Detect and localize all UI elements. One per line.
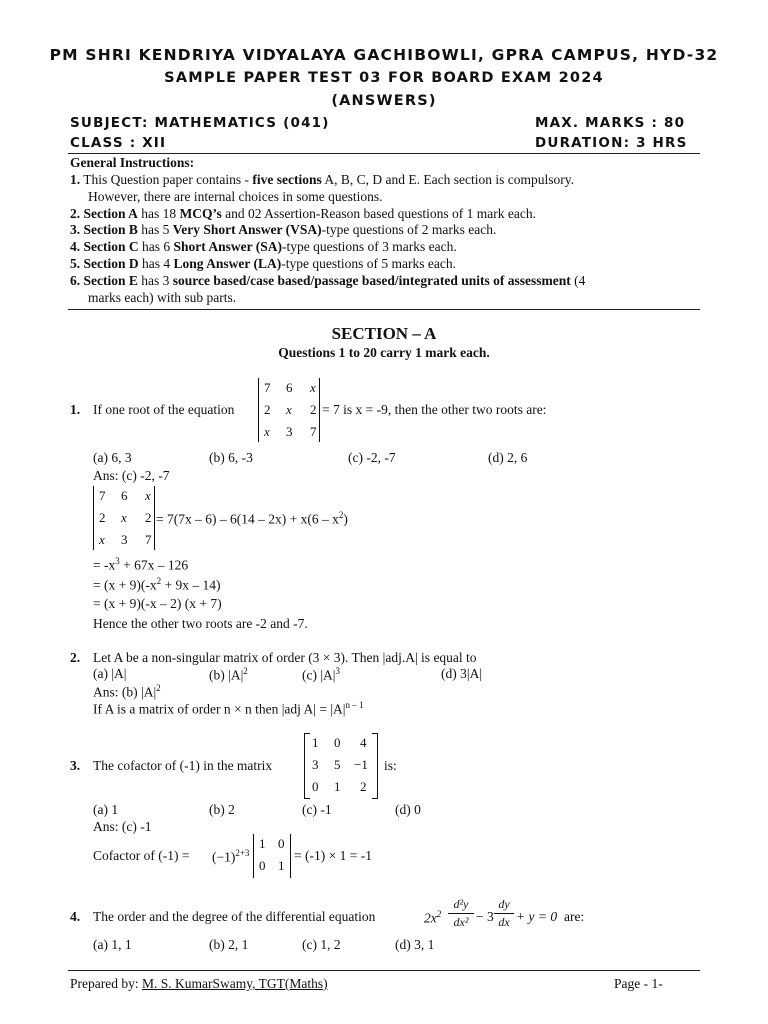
q3-matrix-cell: −1 bbox=[354, 757, 368, 772]
q2-option-c: (c) $|A|^3$ bbox=[302, 666, 341, 683]
q1-option-b: (b) 6, -3 bbox=[209, 450, 253, 465]
q1-det-cell: 2 bbox=[310, 402, 317, 417]
instruction-4: 4. Section C has 6 Short Answer (SA)-type questions of 3 marks each. bbox=[70, 239, 457, 254]
q3-matrix-cell: 4 bbox=[360, 735, 367, 750]
section-title: SECTION – A bbox=[331, 324, 437, 343]
q3-option-d: (d) 0 bbox=[395, 802, 421, 817]
q1-option-d: (d) 2, 6 bbox=[488, 450, 528, 465]
q3-matrix-cell: 1 bbox=[312, 735, 319, 750]
q4-eq-f1-denominator: dx² bbox=[453, 915, 469, 929]
q1-expansion: = $7(7x - 6) - 6(14 - 2x) + x(6 - x^2)$ bbox=[156, 510, 348, 527]
q3-minor-cell: 1 bbox=[278, 858, 285, 873]
q1-text-end: = 7 is x = -9, then the other two roots are: bbox=[322, 402, 547, 417]
q2-option-a: (a) |A| bbox=[93, 666, 127, 681]
q3-option-a: (a) 1 bbox=[93, 802, 119, 817]
q2-note: If A is a matrix of order n × n then |adj $A| = |A|^{n - 1}$ bbox=[93, 700, 364, 717]
instruction-1: 1. This Question paper contains - five sections A, B, C, D and E. Each section is compulsory. bbox=[70, 172, 574, 187]
q2-number: 2. bbox=[70, 650, 81, 665]
q1-ans-det-cell: 3 bbox=[121, 532, 128, 547]
q1-ans-det-cell: 6 bbox=[121, 488, 128, 503]
q1-conclusion: Hence the other two roots are -2 and -7. bbox=[93, 616, 308, 631]
q4-eq-end: + y = 0 bbox=[516, 909, 558, 924]
q4-option-d: (d) 3, 1 bbox=[395, 937, 435, 952]
q1-step-1: = $-x^3 + 67x - 126$ bbox=[93, 556, 189, 573]
q3-minor-determinant bbox=[253, 834, 291, 878]
q3-matrix-cell: 5 bbox=[334, 757, 341, 772]
q1-det-cell: 2 bbox=[264, 402, 271, 417]
q1-ans-det-cell: 7 bbox=[99, 488, 106, 503]
q1-det-cell: 6 bbox=[286, 380, 293, 395]
q4-text-end: are: bbox=[564, 909, 585, 924]
q1-ans-det-cell: 2 bbox=[145, 510, 152, 525]
duration-label: DURATION: 3 HRS bbox=[535, 135, 688, 151]
q4-option-b: (b) 2, 1 bbox=[209, 937, 249, 952]
q1-det-cell: 7 bbox=[264, 380, 271, 395]
q3-matrix-cell: 3 bbox=[312, 757, 319, 772]
test-title: SAMPLE PAPER TEST 03 FOR BOARD EXAM 2024 bbox=[164, 70, 604, 86]
q3-text-end: is: bbox=[384, 758, 397, 773]
q1-ans-det-cell: x bbox=[121, 510, 127, 525]
q3-matrix-cell: 0 bbox=[334, 735, 341, 750]
school-name: PM SHRI KENDRIYA VIDYALAYA GACHIBOWLI, GPRA CAMPUS, HYD-32 bbox=[49, 46, 719, 64]
q1-ans-det-cell: x bbox=[145, 488, 151, 503]
q4-eq-fraction-first-derivative bbox=[494, 897, 514, 930]
q1-text-start: If one root of the equation bbox=[93, 402, 235, 417]
header-divider bbox=[68, 153, 700, 154]
q1-option-a: (a) 6, 3 bbox=[93, 450, 132, 465]
instruction-5: 5. Section D has 4 Long Answer (LA)-type questions of 5 marks each. bbox=[70, 256, 456, 271]
q2-option-d: (d) 3|A| bbox=[441, 666, 483, 681]
q4-option-a: (a) 1, 1 bbox=[93, 937, 132, 952]
q2-text: Let A be a non-singular matrix of order (3 × 3). Then |adj.A| is equal to bbox=[93, 650, 477, 665]
subject-label: SUBJECT: MATHEMATICS (041) bbox=[70, 115, 330, 131]
instruction-2: 2. Section A has 18 MCQ’s and 02 Assertion-Reason based questions of 1 mark each. bbox=[70, 206, 536, 221]
instruction-1-cont: However, there are internal choices in some questions. bbox=[88, 189, 383, 204]
q4-text-start: The order and the degree of the differential equation bbox=[93, 909, 376, 924]
q1-step-3: = (x + 9)(-x – 2) (x + 7) bbox=[93, 596, 222, 611]
q3-matrix-cell: 0 bbox=[312, 779, 319, 794]
q1-det-cell: 7 bbox=[310, 424, 317, 439]
footer-prepared-by: Prepared by: M. S. KumarSwamy, TGT(Maths) bbox=[70, 976, 328, 991]
q1-answer: Ans: (c) -2, -7 bbox=[93, 468, 170, 483]
q4-number: 4. bbox=[70, 909, 81, 924]
q4-eq-minus-3: − 3 bbox=[476, 909, 494, 924]
q1-ans-det-cell: 2 bbox=[99, 510, 106, 525]
q3-cofactor-label: Cofactor of (-1) = bbox=[93, 848, 190, 863]
q3-answer: Ans: (c) -1 bbox=[93, 819, 152, 834]
q1-det-cell: x bbox=[264, 424, 270, 439]
q3-minor-cell: 0 bbox=[278, 836, 285, 851]
q3-number: 3. bbox=[70, 758, 81, 773]
q3-matrix bbox=[304, 733, 380, 799]
q1-det-cell: x bbox=[286, 402, 292, 417]
q1-option-c: (c) -2, -7 bbox=[348, 450, 396, 465]
q1-ans-det-cell: x bbox=[99, 532, 105, 547]
q3-minor-cell: 0 bbox=[259, 858, 266, 873]
max-marks-label: MAX. MARKS : 80 bbox=[535, 115, 686, 131]
instruction-6: 6. Section E has 3 source based/case based/passage based/integrated units of assessment (4 bbox=[70, 273, 586, 288]
q3-matrix-cell: 2 bbox=[360, 779, 367, 794]
q1-ans-det-cell: 7 bbox=[145, 532, 152, 547]
q4-eq-fraction-second-derivative bbox=[448, 897, 474, 930]
q4-eq-f2-denominator: dx bbox=[498, 915, 510, 929]
instructions-title: General Instructions: bbox=[70, 155, 195, 170]
footer-divider bbox=[68, 970, 700, 971]
q4-eq-f1-numerator: d²y bbox=[453, 897, 469, 911]
q4-eq-f2-numerator: dy bbox=[498, 897, 510, 911]
q2-option-b: (b) $|A|^2$ bbox=[209, 666, 248, 683]
q3-matrix-cell: 1 bbox=[334, 779, 341, 794]
q1-determinant bbox=[258, 378, 320, 442]
q3-text-start: The cofactor of (-1) in the matrix bbox=[93, 758, 273, 773]
q4-eq-f1-line bbox=[448, 913, 474, 914]
class-label: CLASS : XII bbox=[70, 135, 167, 151]
q2-answer: Ans: (b) $|A|^2$ bbox=[93, 683, 161, 700]
footer-page-number: Page - 1- bbox=[614, 976, 663, 991]
q3-option-c: (c) -1 bbox=[302, 802, 332, 817]
q3-option-b: (b) 2 bbox=[209, 802, 235, 817]
q1-det-cell: 3 bbox=[286, 424, 293, 439]
q3-minor-cell: 1 bbox=[259, 836, 266, 851]
q4-option-c: (c) 1, 2 bbox=[302, 937, 341, 952]
q3-cofactor-result: = (-1) × 1 = -1 bbox=[294, 848, 372, 863]
answers-label: (ANSWERS) bbox=[331, 93, 437, 109]
instructions-divider bbox=[68, 309, 700, 310]
q1-answer-determinant bbox=[93, 486, 155, 550]
instruction-3: 3. Section B has 5 Very Short Answer (VSA)-type questions of 2 marks each. bbox=[70, 222, 497, 237]
q3-cofactor-sign: $(-1)^{2+3}$ bbox=[212, 848, 250, 865]
instruction-6-cont: marks each) with sub parts. bbox=[88, 290, 237, 305]
section-subtitle: Questions 1 to 20 carry 1 mark each. bbox=[278, 345, 490, 360]
q1-step-2: = $(x + 9)(-x^2 + 9x - 14)$ bbox=[93, 576, 221, 593]
q4-eq-term-2x: $2x^2$ bbox=[424, 909, 442, 926]
q3-bracket-right bbox=[372, 733, 378, 799]
q1-det-cell: x bbox=[310, 380, 316, 395]
q4-eq-f2-line bbox=[494, 913, 514, 914]
q1-number: 1. bbox=[70, 402, 81, 417]
